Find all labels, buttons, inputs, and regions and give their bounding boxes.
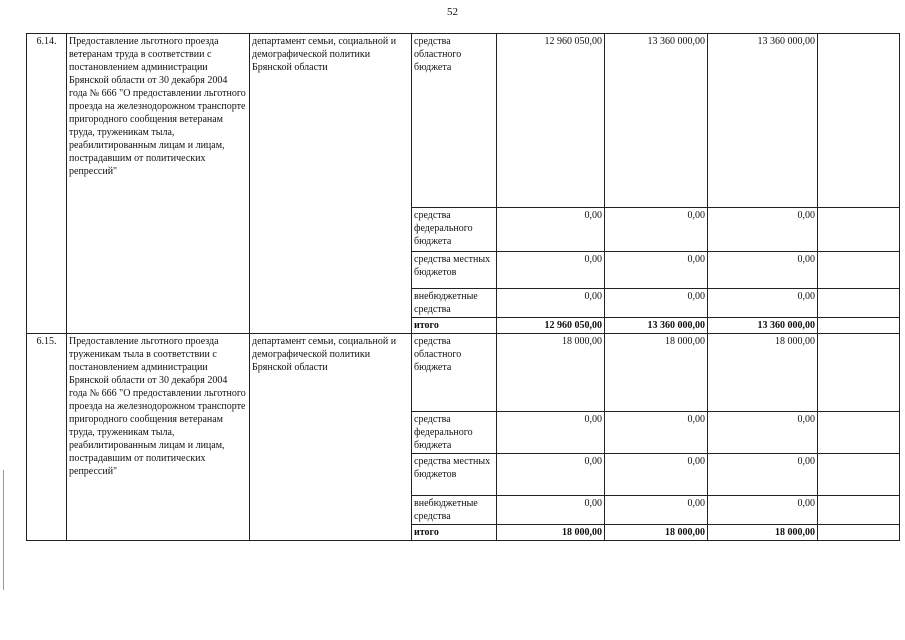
source-name: средства местных бюджетов — [412, 454, 497, 496]
empty-cell — [818, 412, 900, 454]
source-name: внебюджетные средства — [412, 496, 497, 525]
page-number: 52 — [447, 6, 458, 18]
value-cell: 0,00 — [708, 496, 818, 525]
value-cell: 18 000,00 — [605, 334, 708, 412]
value-cell: 0,00 — [497, 496, 605, 525]
value-cell: 0,00 — [497, 454, 605, 496]
empty-cell — [818, 252, 900, 289]
row-description: Предоставление льготного проезда труженикам тыла в соответствии с постановлением администрации Брянской области от 30 декабря 2004 года № 666 "О предоставлении льготного проезда на железнодорожном транспорте пригородного сообщения ветеранам труда, труженикам тыла, реабилитированным лицам и лицам, пострадавшим от политических репрессий" — [67, 334, 250, 541]
empty-cell — [818, 289, 900, 318]
empty-cell — [818, 496, 900, 525]
value-cell: 0,00 — [605, 289, 708, 318]
empty-cell — [818, 334, 900, 412]
total-value: 13 360 000,00 — [605, 318, 708, 334]
total-label: итого — [412, 525, 497, 541]
empty-cell — [818, 525, 900, 541]
value-cell: 0,00 — [605, 208, 708, 252]
value-cell: 0,00 — [605, 412, 708, 454]
source-name: внебюджетные средства — [412, 289, 497, 318]
value-cell: 0,00 — [708, 252, 818, 289]
empty-cell — [818, 208, 900, 252]
empty-cell — [818, 454, 900, 496]
value-cell: 18 000,00 — [708, 334, 818, 412]
source-name: средства местных бюджетов — [412, 252, 497, 289]
value-cell: 0,00 — [497, 208, 605, 252]
page-edge-rule — [3, 470, 4, 590]
source-name: средства федерального бюджета — [412, 208, 497, 252]
value-cell: 0,00 — [497, 252, 605, 289]
total-value: 12 960 050,00 — [497, 318, 605, 334]
row-index: 6.15. — [27, 334, 67, 541]
value-cell: 0,00 — [605, 252, 708, 289]
value-cell: 13 360 000,00 — [605, 34, 708, 208]
source-name: средства федерального бюджета — [412, 412, 497, 454]
total-value: 18 000,00 — [605, 525, 708, 541]
row-executor: департамент семьи, социальной и демографической политики Брянской области — [250, 334, 412, 541]
row-index: 6.14. — [27, 34, 67, 334]
value-cell: 0,00 — [605, 454, 708, 496]
source-name: средства областного бюджета — [412, 334, 497, 412]
value-cell: 0,00 — [708, 412, 818, 454]
total-value: 13 360 000,00 — [708, 318, 818, 334]
value-cell: 0,00 — [708, 208, 818, 252]
value-cell: 0,00 — [708, 289, 818, 318]
value-cell: 0,00 — [605, 496, 708, 525]
budget-table — [26, 33, 900, 541]
value-cell: 0,00 — [708, 454, 818, 496]
value-cell: 0,00 — [497, 289, 605, 318]
value-cell: 12 960 050,00 — [497, 34, 605, 208]
table-row — [27, 334, 900, 412]
value-cell: 0,00 — [497, 412, 605, 454]
empty-cell — [818, 34, 900, 208]
table-row — [27, 34, 900, 208]
total-label: итого — [412, 318, 497, 334]
source-name: средства областного бюджета — [412, 34, 497, 208]
value-cell: 18 000,00 — [497, 334, 605, 412]
total-value: 18 000,00 — [497, 525, 605, 541]
empty-cell — [818, 318, 900, 334]
total-value: 18 000,00 — [708, 525, 818, 541]
row-description: Предоставление льготного проезда ветеранам труда в соответствии с постановлением администрации Брянской области от 30 декабря 2004 года № 666 "О предоставлении льготного проезда на железнодорожном транспорте пригородного сообщения ветеранам труда, труженикам тыла, реабилитированным лицам и лицам, пострадавшим от политических репрессий" — [67, 34, 250, 334]
row-executor: департамент семьи, социальной и демографической политики Брянской области — [250, 34, 412, 334]
value-cell: 13 360 000,00 — [708, 34, 818, 208]
